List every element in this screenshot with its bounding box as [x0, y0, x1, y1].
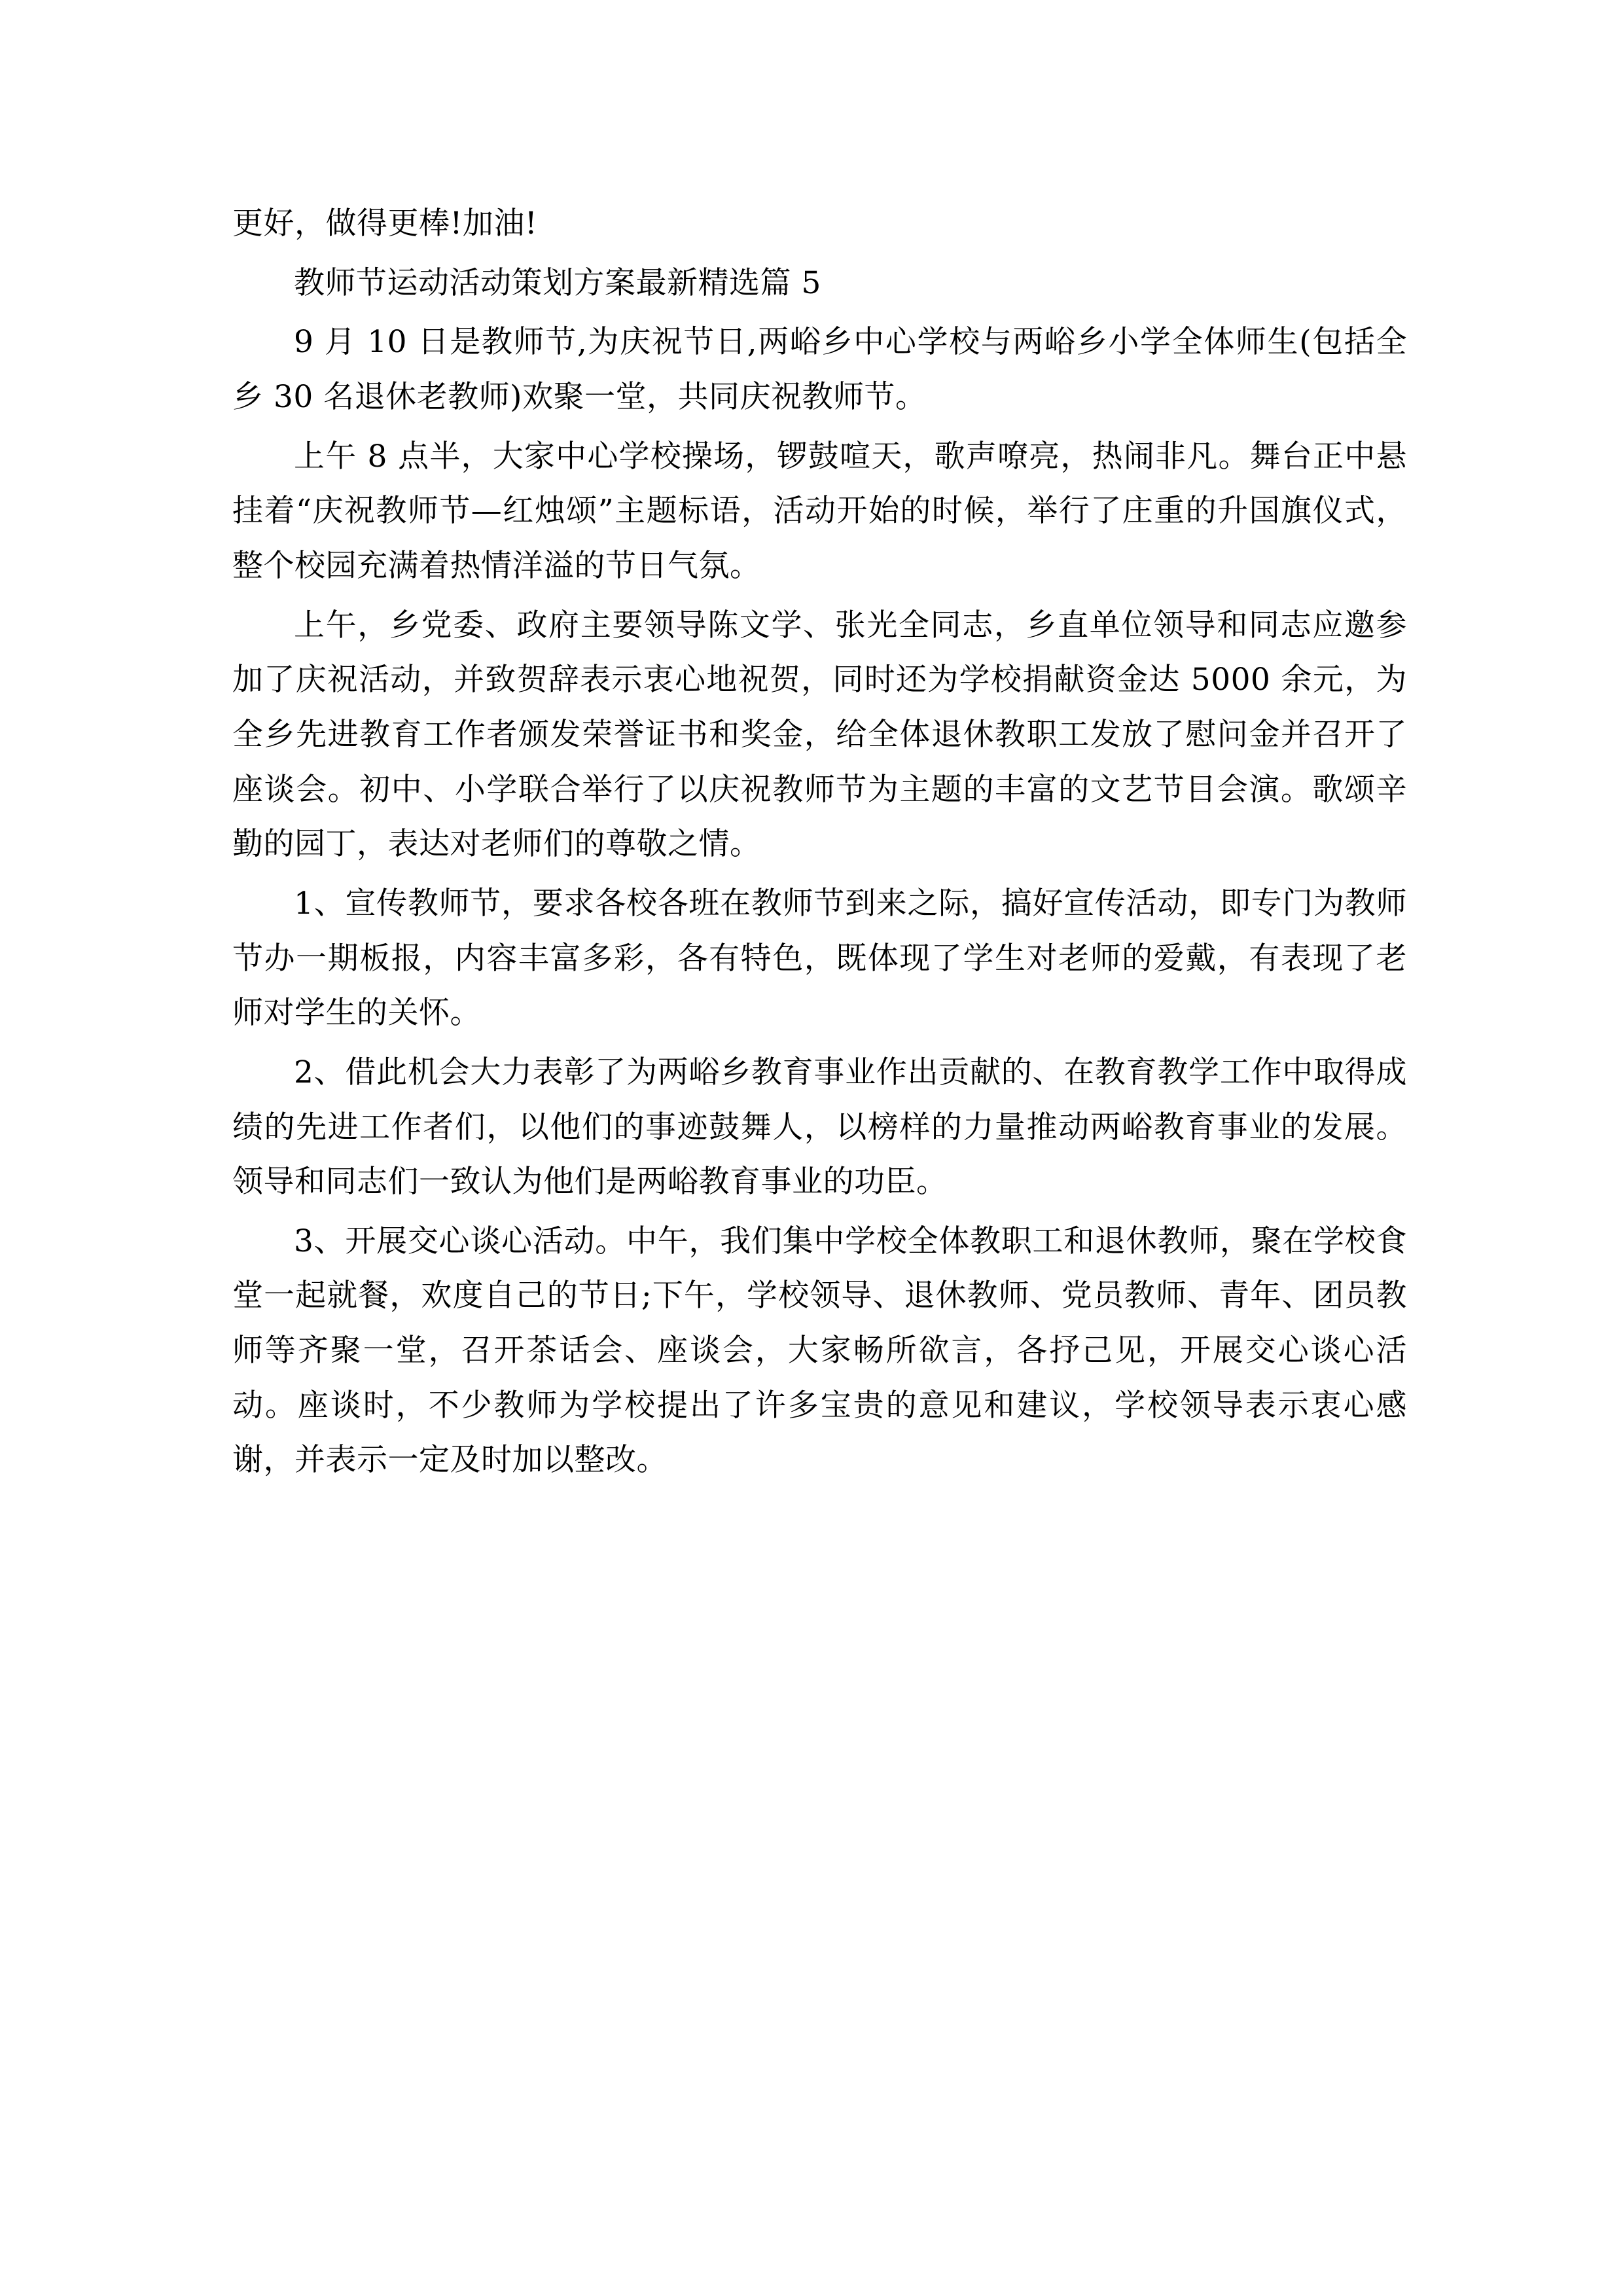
paragraph-item-2: 2、借此机会大力表彰了为两峪乡教育事业作出贡献的、在教育教学工作中取得成绩的先进工作者们，以他们的事迹鼓舞人，以榜样的力量推动两峪教育事业的发展。领导和同志们一致认为他们是两峪教育事业的功臣。 [232, 1054, 1407, 1200]
paragraph-intro: 9 月 10 日是教师节,为庆祝节日,两峪乡中心学校与两峪乡小学全体师生(包括全乡 30 名退休老教师)欢聚一堂，共同庆祝教师节。 [232, 324, 1407, 415]
paragraph-morning-ceremony: 上午 8 点半，大家中心学校操场，锣鼓喧天，歌声嘹亮，热闹非凡。舞台正中悬挂着“庆祝教师节—红烛颂”主题标语，活动开始的时候，举行了庄重的升国旗仪式，整个校园充满着热情洋溢的节日气氛。 [232, 438, 1407, 584]
section-heading: 教师节运动活动策划方案最新精选篇 5 [294, 264, 821, 301]
paragraph-leaders: 上午，乡党委、政府主要领导陈文学、张光全同志，乡直单位领导和同志应邀参加了庆祝活动，并致贺辞表示衷心地祝贺，同时还为学校捐献资金达 5000 余元，为全乡先进教育工作者颁发荣誉证书和奖金，给全体退休教职工发放了慰问金并召开了座谈会。初中、小学联合举行了以庆祝教师节为主题的丰富的文艺节目会演。歌颂辛勤的园丁，表达对老师们的尊敬之情。 [232, 607, 1407, 863]
paragraph-closing-line: 更好，做得更棒!加油! [232, 206, 538, 242]
paragraph-item-3: 3、开展交心谈心活动。中午，我们集中学校全体教职工和退休教师，聚在学校食堂一起就餐，欢度自己的节日;下午，学校领导、退休教师、党员教师、青年、团员教师等齐聚一堂，召开茶话会、座谈会，大家畅所欲言，各抒己见，开展交心谈心活动。座谈时，不少教师为学校提出了许多宝贵的意见和建议，学校领导表示衷心感谢，并表示一定及时加以整改。 [232, 1223, 1407, 1479]
paragraph-item-1: 1、宣传教师节，要求各校各班在教师节到来之际，搞好宣传活动，即专门为教师节办一期板报，内容丰富多彩，各有特色，既体现了学生对老师的爱戴，有表现了老师对学生的关怀。 [232, 885, 1407, 1031]
document-body [232, 196, 1407, 1488]
